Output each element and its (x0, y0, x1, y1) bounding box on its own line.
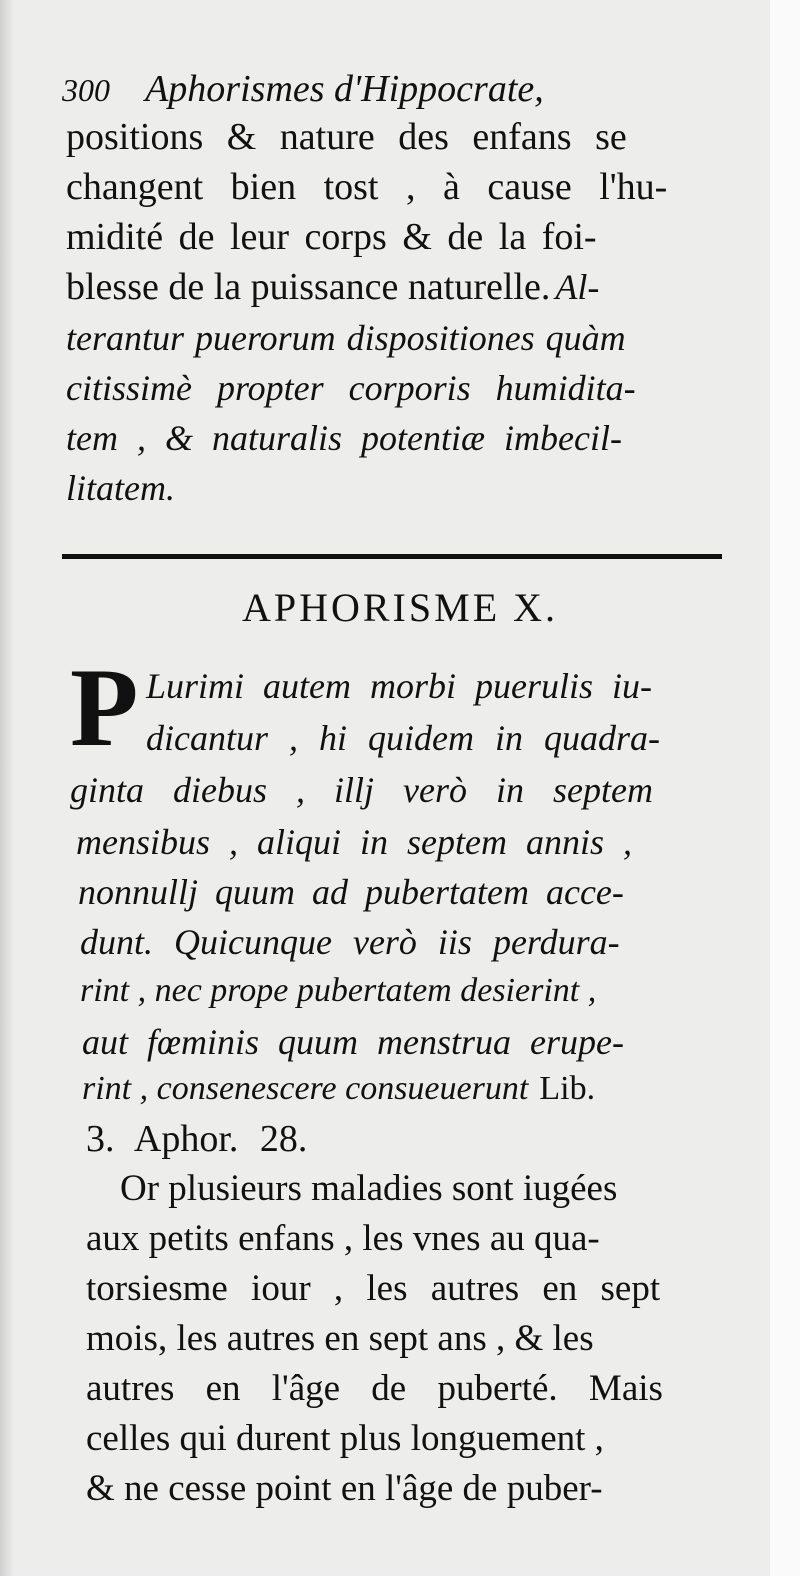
section-heading: APHORISME X. (241, 585, 559, 630)
drop-cap: P (70, 646, 139, 770)
scan-margin (770, 0, 800, 1576)
running-title: Aphorismes d'Hippocrate, (145, 68, 544, 110)
latin-line: ginta diebus , illj verò in septem (70, 770, 653, 810)
text-line: torsiesme iour , les autres en sept (86, 1268, 661, 1309)
text-line: aux petits enfans , les vnes au qua- (86, 1218, 600, 1259)
page-gutter-shadow (0, 0, 14, 1576)
latin-line: aut fœminis quum menstrua erupe- (82, 1022, 624, 1062)
latin-line (82, 1072, 595, 1106)
latin-line: mensibus , aliqui in septem annis , (76, 822, 632, 862)
latin-line: rint , nec prope pubertatem desierint , (80, 972, 597, 1009)
text-line (66, 268, 599, 306)
text-line: midité de leur corps & de la foi- (66, 216, 597, 258)
reference-line: 3. Aphor. 28. (86, 1118, 308, 1160)
latin-line: tem , & naturalis potentiæ imbecil- (66, 418, 622, 458)
latin-line: nonnullj quum ad pubertatem acce- (78, 872, 624, 912)
latin-text: Al- (555, 267, 600, 307)
text-line: autres en l'âge de puberté. Mais (86, 1368, 663, 1409)
text-line: mois, les autres en sept ans , & les (86, 1318, 594, 1359)
reference-text: Lib. (539, 1070, 596, 1107)
running-header (62, 70, 544, 108)
page-number: 300 (62, 72, 110, 108)
latin-text: rint , consenescere consueuerunt (82, 1070, 529, 1107)
text-line: Or plusieurs maladies sont iugées (120, 1168, 618, 1209)
latin-line: terantur puerorum dispositiones quàm (66, 318, 626, 358)
latin-line: dicantur , hi quidem in quadra- (146, 718, 660, 758)
latin-line: litatem. (66, 468, 175, 508)
latin-line: dunt. Quicunque verò iis perdura- (80, 922, 620, 962)
latin-line: citissimè propter corporis humidita- (66, 368, 636, 408)
section-divider (62, 554, 722, 559)
latin-line: Lurimi autem morbi puerulis iu- (146, 666, 653, 706)
text-line: celles qui durent plus longuement , (86, 1418, 604, 1459)
text-line: & ne cesse point en l'âge de puber- (86, 1468, 603, 1509)
text-line: positions & nature des enfans se (66, 116, 627, 158)
french-text: blesse de la puissance naturelle. (66, 266, 551, 308)
text-line: changent bien tost , à cause l'hu- (66, 166, 668, 208)
